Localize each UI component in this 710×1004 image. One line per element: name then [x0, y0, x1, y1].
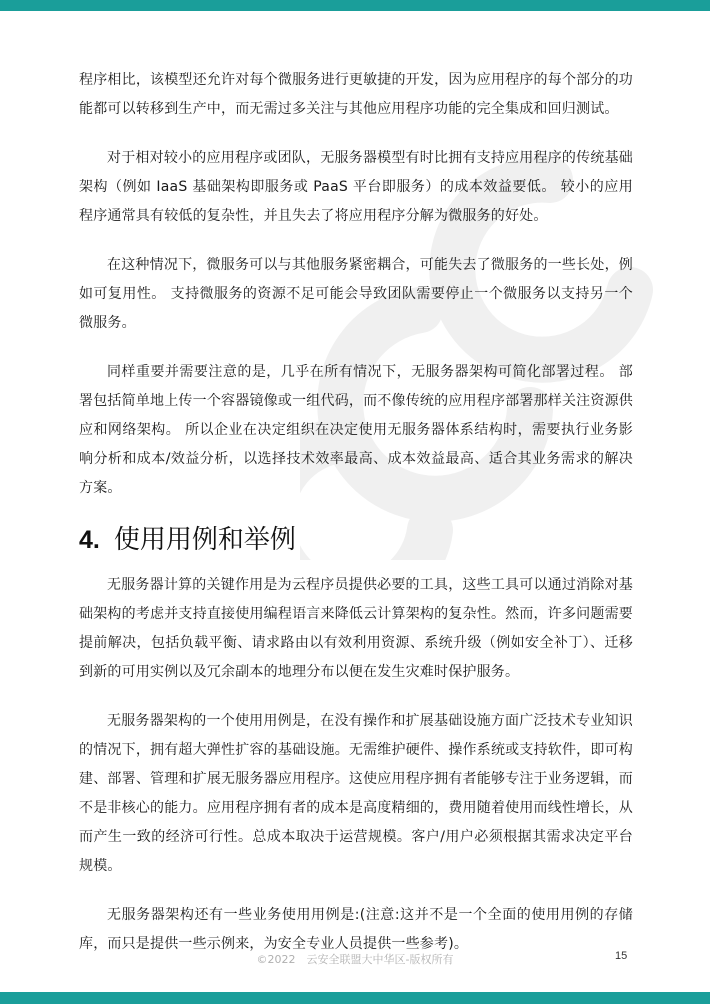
paragraph: 对于相对较小的应用程序或团队，无服务器模型有时比拥有支持应用程序的传统基础架构（例如 IaaS 基础架构即服务或 PaaS 平台即服务）的成本效益要低。 较小的应用程序通常具有较低的复杂性，并且失去了将应用程序分解为微服务的好处。	[79, 150, 633, 224]
footer-copyright: ©2022 云安全联盟大中华区-版权所有	[256, 953, 454, 966]
paragraph: 同样重要并需要注意的是，几乎在所有情况下，无服务器架构可简化部署过程。 部署包括简单地上传一个容器镜像或一组代码，而不像传统的应用程序部署那样关注资源供应和网络架构。 所以企业在决定组织在决定使用无服务器体系结构时，需要执行业务影响分析和成本/效益分析，以选择技术效率最高、成本效益最高、适合其业务需求的解决方案。	[79, 364, 633, 496]
top-accent-bar	[0, 0, 710, 11]
paragraph: 在这种情况下，微服务可以与其他服务紧密耦合，可能失去了微服务的一些长处，例如可复用性。 支持微服务的资源不足可能会导致团队需要停止一个微服务以支持另一个微服务。	[79, 257, 633, 331]
paragraph: 无服务器架构还有一些业务使用用例是:(注意:这并不是一个全面的使用用例的存储库，而只是提供一些示例来，为安全专业人员提供一些参考)。	[79, 907, 633, 952]
section-heading	[79, 523, 633, 557]
section-title: 使用用例和举例	[113, 525, 296, 555]
paragraph: 无服务器计算的关键作用是为云程序员提供必要的工具，这些工具可以通过消除对基础架构的考虑并支持直接使用编程语言来降低云计算架构的复杂性。然而，许多问题需要提前解决，包括负载平衡、请求路由以有效利用资源、系统升级（例如安全补丁）、迁移到新的可用实例以及冗余副本的地理分布以便在发生灾难时保护服务。	[79, 577, 633, 680]
page-number: 15	[615, 950, 628, 962]
bottom-accent-bar	[0, 992, 710, 1004]
paragraph: 程序相比，该模型还允许对每个微服务进行更敏捷的开发，因为应用程序的每个部分的功能都可以转移到生产中，而无需过多关注与其他应用程序功能的完全集成和回归测试。	[79, 72, 633, 117]
paragraph: 无服务器架构的一个使用用例是，在没有操作和扩展基础设施方面广泛技术专业知识的情况下，拥有超大弹性扩容的基础设施。无需维护硬件、操作系统或支持软件，即可构建、部署、管理和扩展无服务器应用程序。这使应用程序拥有者能够专注于业务逻辑，而不是非核心的能力。应用程序拥有者的成本是高度精细的，费用随着使用而线性增长，从而产生一致的经济可行性。总成本取决于运营规模。客户/用户必须根据其需求决定平台规模。	[79, 713, 633, 874]
section-number: 4.	[79, 526, 100, 554]
page-content	[79, 66, 633, 959]
